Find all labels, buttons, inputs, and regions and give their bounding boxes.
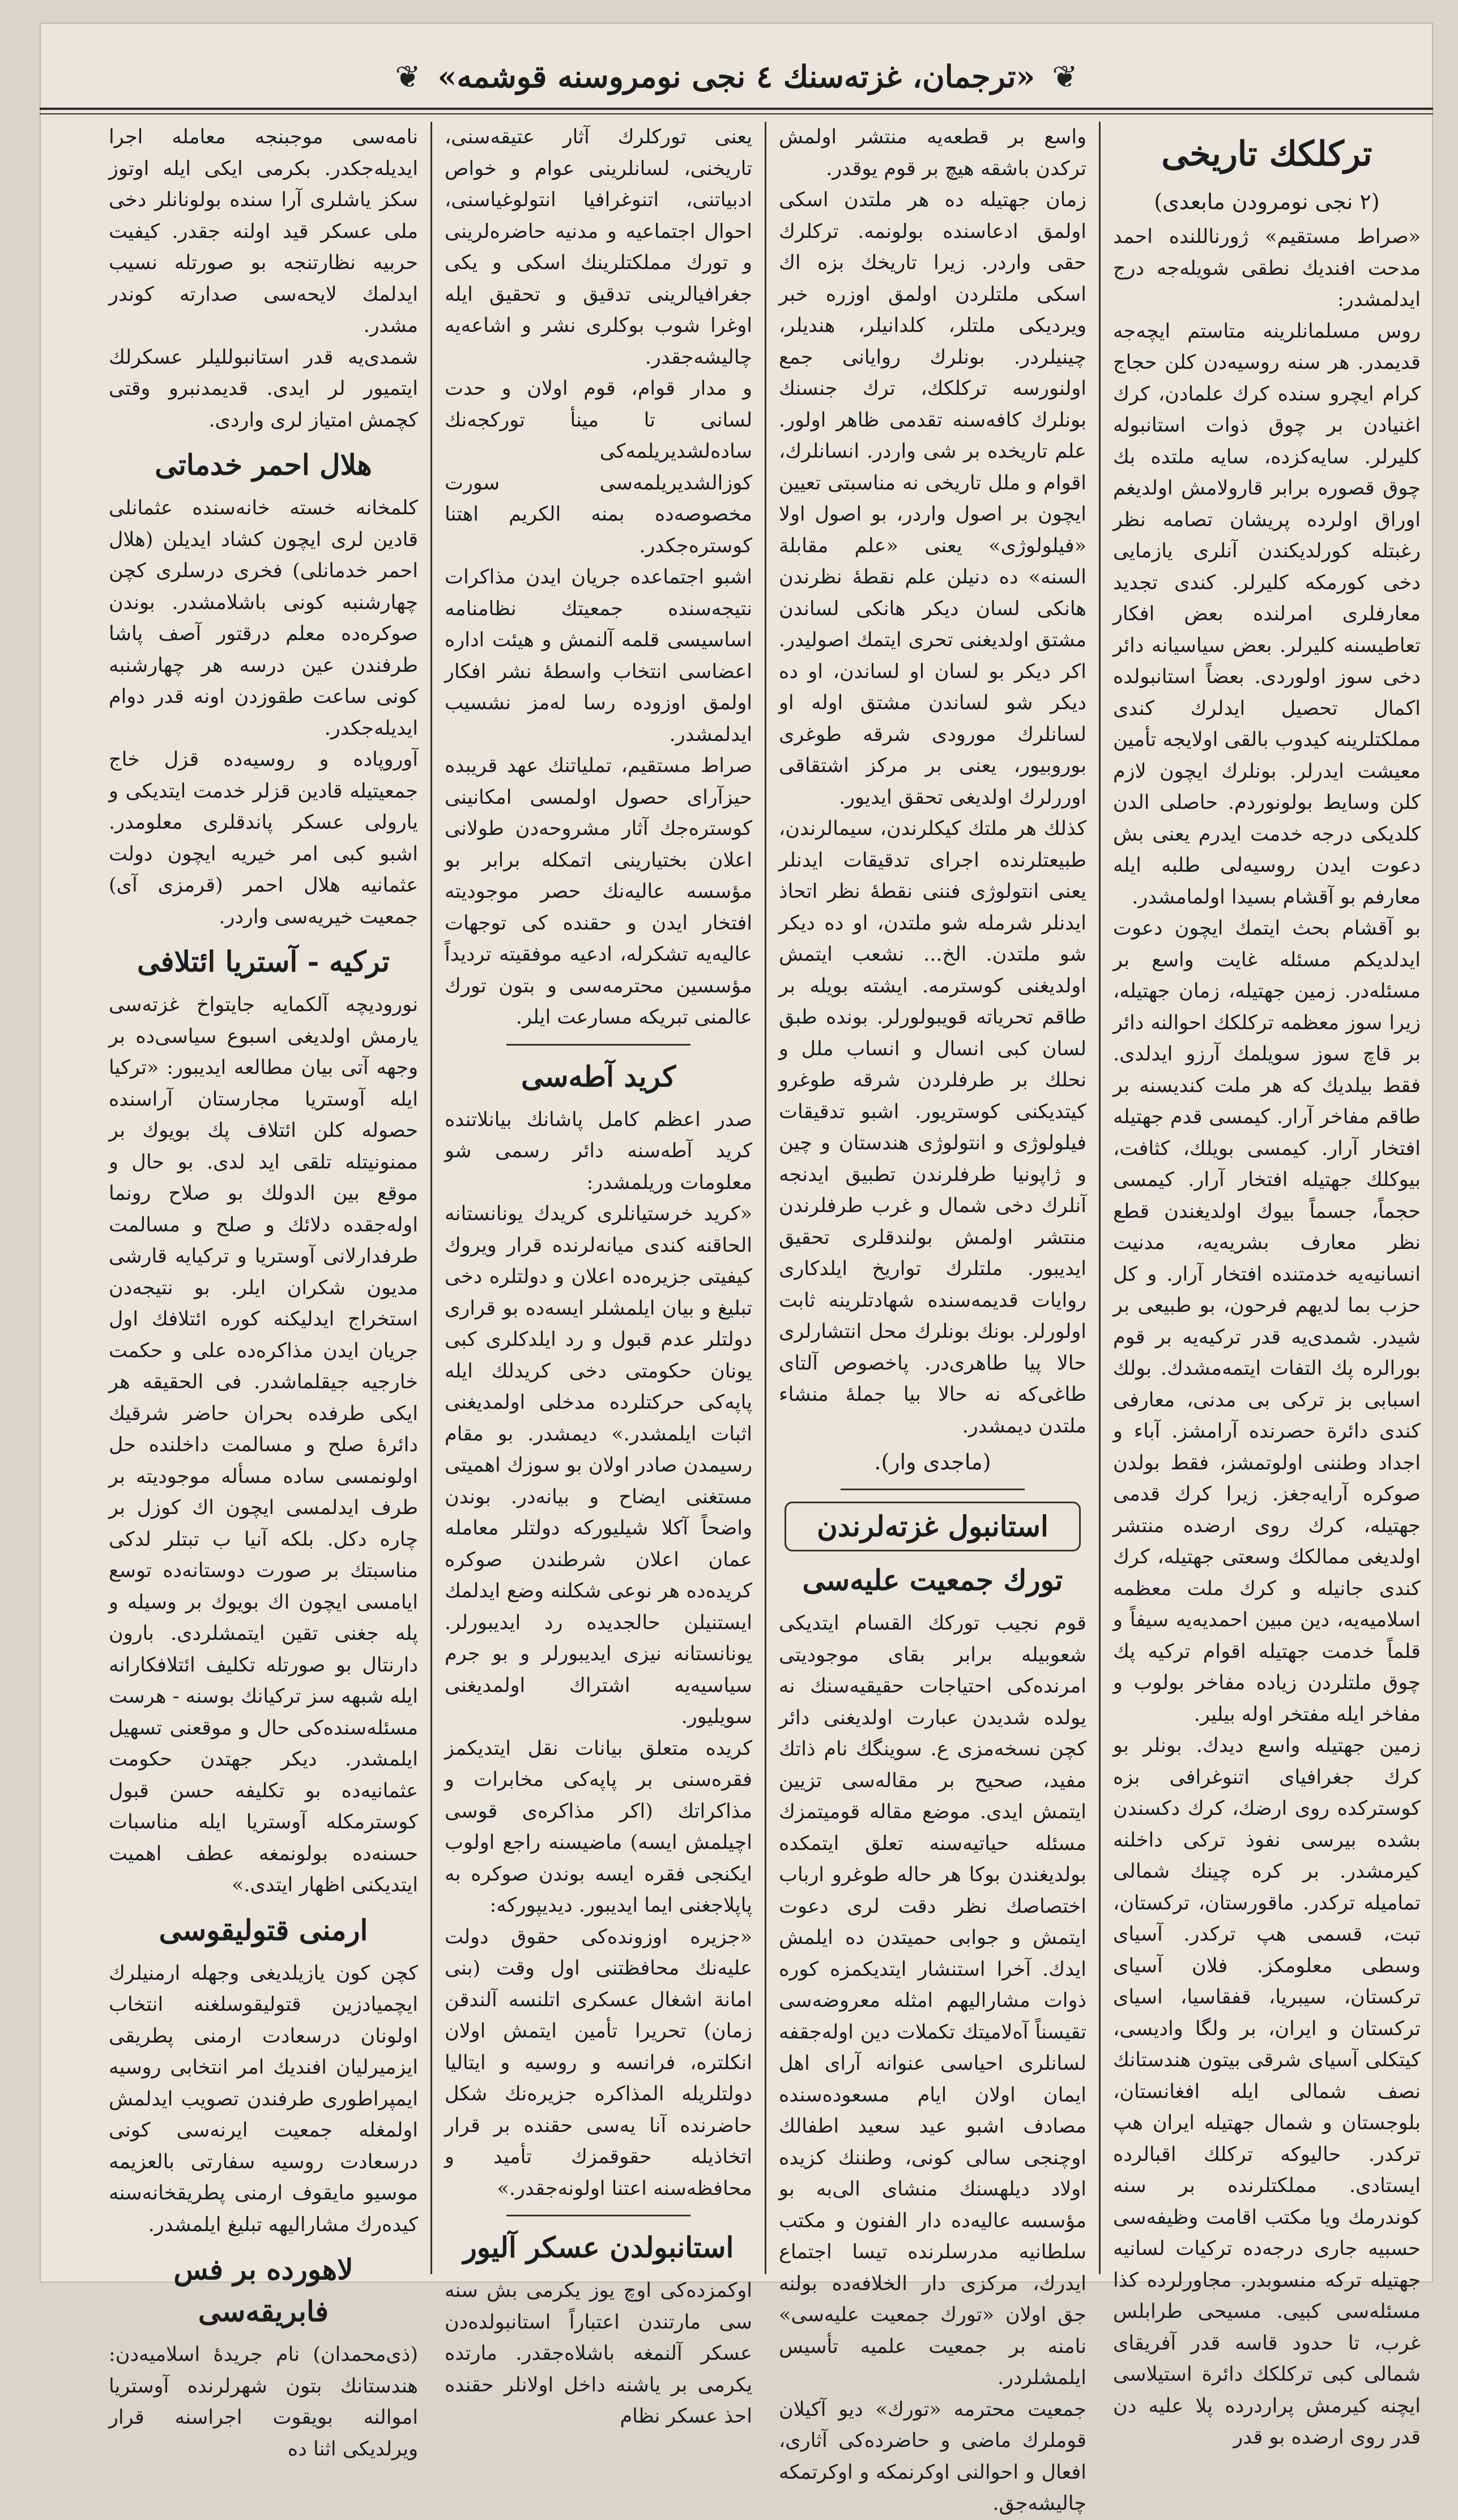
paragraph: «جزيره اوزونده‌كی حقوق دولت عليه‌نك محافظتنی اول وقت (بنی امانة اشغال عسكری اتلنسه آلندقن زمان) تحريرا تأمين ايتمش اولان انكلتره، فرانسه و روسيه و ايتاليا دولتلريله المذاكره جزيره‌نك شكل حاضرنده آنا يه‌سی حقنده بر قرار اتخاذيله حقوقمزك تأميد و محافظه‌سنه اعتنا اولونه‌جقدر.» [445, 1925, 752, 2200]
paragraph: روس مسلمانلرينه متاستم ايچه‌جه قديمدر. هر سنه روسيه‌دن كلن حجاج كرام ايچرو سنده كرك علمادن، كرك اغنيادن بر چوق ذوات استانبوله كليرلر. سايه‌كزده، سايه ملتده بك چوق قصوره برابر قارولامش اولديغم اوراق اولرده پريشان تصامه نظر رغبتله كورلديكندن آنلری يازمايی دخی كورمكه كليرلر. كندی تجديد معارفلری امرلنده بعض افكار تعاطيسنه كليرلر. بعض سياسيانه دائر دخی سوز اولوردی. بعضاً استانبولده اكمال تحصيل ايدلرك كندی مملكتلرينه كيدوب بالقی اولايجه تأمين معيشت ايدرلر. بونلرك ايچون لازم كلن وسايط بولونوردم. حاصلی الدن كلديكی درجه خدمت ايدرم يعنی بش دعوت ايدن روسيه‌لی طلبه ايله معارفم بو آقشام بسيدا اولمامشدر. [1113, 319, 1421, 909]
article-title-crete: كريد آطه‌سی [521, 1059, 676, 1093]
paragraph: كچن كون يازيلديغی وجهله ارمنيلرك ايچميادزين قتوليقوسلغنه انتخاب اولونان درسعادت ارمنی پطريقی ايزميرليان افنديك امر انتخابی روسيه ايمپراطوری طرفندن تصويب ايدلمش اولمغله جمعيت ايرنه‌سی كونی درسعادت روسيه سفارتی بالعزيمه موسيو مايقوف ارمنی پطريقخانه‌سنه كيده‌رك مشاراليهه تبليغ ايلمشدر. [109, 1962, 418, 2236]
paragraph: آوروپاده و روسيه‌ده قزل خاج جمعيتيله قادين قزلر خدمت ايتديكی و يارولی عسكر پاندقلری معلومدر. اشبو كبی امر خيريه ايچون دولت عثمانيه هلال احمر (قرمزی آی) جمعيت خيريه‌سی واردر. [109, 748, 418, 928]
paragraph: كريده متعلق بيانات نقل ايتديكمز فقره‌سنی بر پاپه‌كی مخابرات و مذاكراتك (اكر مذاكره‌ی قوسی اچيلمش ايسه) ماضيسنه راجع اولوب ايكنجی فقره ايسه بوندن صوكره به پاپلاجغنی ايما ايديبور. ديديپوركه: [445, 1737, 752, 1917]
paragraph: كلمخانه خسته خانه‌سنده عثمانلی قادين لری ايچون كشاد ايديلن (هلال احمر خدمانلی) فخری درسلری كچن چهارشنبه كونی باشلامشدر. بوندن صوكره‌ده معلم درقتور آصف پاشا طرفندن عين درسه هر چهارشنبه كونی ساعت طقوزدن اونه قدر دوام ايديله‌جكدر. [109, 497, 418, 740]
ornament-right: ❦ [395, 58, 421, 95]
article-title-armenian-catholicos: ارمنی قتوليقوسی [159, 1913, 368, 1947]
paragraph: نامه‌سی موجبنجه معامله اجرا ايديله‌جكدر. بكرمی ايكی ايله اوتوز سكز ياشلری آرا سنده بولونانلر دخی ملی عسكر قيد اولنه جقدر. كيفيت حربيه نظارتنجه بو صورتله نسيب ايدلمك لايحه‌سی صدارته كوندر مشدر. [109, 126, 418, 337]
ornament-left: ❦ [1052, 58, 1078, 95]
paragraph: نوروديچه آلكمايه جايتواخ غزته‌سی يارمش اولديغی اسبوع سياسی‌ده بر وجهه آتی بيان مطالعه ايديبور: «تركيا ايله آوستريا مجارستان آراسنده حصوله كلن ائتلاف پك بويوك بر ممنونيتله تلقی ايد لدی. بو حال و موقع بين الدولك بو صلاح رونما اوله‌جقده دلائك و صلح و مسالمت طرفدارلانی آوستريا و تركيايه قارشی مديون شكران ايلر. بو نتيجه‌دن استخراج ايدليكنه كوره ائتلافك اول جريان ايدن مذاكره‌ده علی و حكمت خارجيه جيقلماشدر. فی الحقيقه هر ايكی طرفده بحران حاضر شرقيك دائرهٔ صلح و مسالمت داخلنده حل اولونمسی ساده مسأله موجوديته بر طرف ايدلمسی ايچون اك كوزل بر چاره دكل. بلكه آنيا ب تبتلر لدكی مناسبتك بر صورت دوستانه‌ده توسع ايامسی ايچون اك بويوك بر وسيله و پله جغنی تقين ايتمشلردی. بارون دارنتال بو صورتله تكليف ائتلافكارانه ايله شبهه سز تركيانك بوسنه - هرست مسئله‌سنده‌كی حال و موقعنی تسهيل ايلمشدر. ديكر جهتدن حكومت عثمانيه‌ده بو تكليفه حسن قبول كوسترمكله آوستريا ايله مناسبات حسنه‌ده بولونمغه عطف اهميت ايتديكنی اظهار ايتدی.» [109, 993, 418, 1896]
paragraph: صدر اعظم كامل پاشانك بيانلاتنده كريد آطه‌سنه دائر رسمی شو معلومات وريلمشدر: [445, 1108, 752, 1194]
paragraph: واسع بر قطعه‌يه منتشر اولمش تركدن باشقه هيچ بر قوم يوقدر. [779, 126, 1086, 180]
separator [506, 1044, 691, 1046]
column-4 [96, 122, 430, 2461]
separator [506, 2215, 691, 2216]
paragraph: (ذی‌محمدان) نام جريدهٔ اسلاميه‌دن: هندستانك بتون شهرلرنده آوستريا اموالنه بويقوت اجراسنه قرار ويرلديكی اثنا ده [109, 2343, 418, 2461]
paragraph: «صراط مستقيم» ژورناللنده احمد مدحت افنديك نطقی شويله‌جه درج ايدلمشدر: [1113, 225, 1421, 311]
paragraph: بو آقشام بحث ايتمك ايچون دعوت ايدلديكم مسئله غايت واسع بر مسئله‌در. زمين جهتيله، زمان جهتيله، زيرا سوز معظمه تركلكك احوالنه دائر بر قاچ سوز سويلمك آرزو ايدلدی. فقط بيلديك كه هر ملت كنديسنه بر طاقم مفاخر آرار. كيمسی قدم جهتيله افتخار آرار. كيمسی بويلك، كثافت، بيوكلك جهتيله افتخار آرار. كيمسی حجماً، جسماً بيوك اولديغندن قطع نظر معارف بشريه‌يه، مدنيت انسانيه‌يه خدمتنده افتخار آرار. و كل حزب بما لديهم فرحون، بو طبيعی بر شيدر. شمدی‌يه قدر تركيه‌يه بر قوم بورالره پك التفات ايتمه‌مشدك. بولك اسبابی بز تركی بی مدنی، معارفی كندی دائرة حصرنده آرامشز. آباء و اجداد وطننی اولوتمشز، فقط بولدن صوكره آرايه‌جغز. زيرا كرك قدمی جهتيله، كرك روی ارضده منتشر اولديغی ممالكك وسعتی جهتيله، كرك كندی جانيله و كرك ملت معظمه اسلاميه‌يه، دين مبين احمديه‌يه سيفاً و قلماً خدمت جهتيله اقوام تركيه پك چوق ملتلردن زياده مفاخر بولوب و مفاخر ايله مفتخر اوله بيلير. [1113, 917, 1421, 1726]
article-subtitle: (٢ نجی نومرودن مابعدی) [1154, 189, 1380, 214]
paragraph: كذلك هر ملتك كيكلرندن، سيمالرندن، طبيعتلرنده اجرای تدقيقات ايدنلر يعنی انتولوژی فننی نقطهٔ نظر اتحاذ ايدنلر شرمله شو ملتدن، او ده ديكر شو ملتدن. الخ... نشعب ايتمش اولديغنی كوسترمه. ايشته بويله بر طاقم تحرياته قويبولورلر. بونده طبق لسان كبی انسال و انساب ملل و نحلك بر طرفلردن شرقه طوغرو كيتديكنی كوستريور. اشبو تدقيقات فيلولوژی و انتولوژی هندستان و چين و ژاپونيا طرفلرندن تطبيق ايدنجه آنلرك دخی شمال و غرب طرفلرندن منتشر اولمش بولندقلری تحقيق ايديبور. ملتلرك تواريخ ايلدكاری روايات قديمه‌سنده شهادتلرينه ثابت اولورلر. بونك بونلرك محل انتشارلری حالا پيا طاهری‌در. پاخصوص آلتای طاغی‌كه نه حالا بيا جملهٔ منشاء ملتدن ديمشدر. [779, 817, 1086, 1438]
newspaper-page [40, 23, 1433, 2515]
paragraph: صراط مستقيم، تملياتنك عهد قريبده حيزآرای حصول اولمسی امكانينی كوستره‌جك آثار مشروحه‌دن طولانی اعلان بختيارينی اتمكله برابر بو مؤسسه عاليه‌نك حصر موجوديته افتخار ايدن و حقنده كی توجهات عاليه‌يه تشكرله، ادعيه موفقيته ترديداً مؤسسين محترمه‌سی و بتون تورك عالمنی تبريكه مسارعت ايلر. [445, 754, 752, 1029]
paragraph: زمين جهتيله واسع ديدك. بونلر بو كرك جغرافيای اتنوغرافی بزه كوستركده روی ارضك، كرك دكسندن بشده بيرسی نفوذ تركی داخلنه كيرمشدر. بر كره چينك شمالی تماميله تركدر. ماقورستان، تركستان، تبت، قسمی هپ تركدر. آسيای وسطی معلومكز. فلان آسيای تركستان، سيبريا، قفقاسيا، اسيای تركستان و ايران، بر ولگا واديسی، كيتكلی آسيای شرقی بيتون هندستانك نصف شمالی ايله افغانستان، بلوجستان و شمال جهتيله ايران هپ تركدر. حاليوكه تركلك اقبالرده ايستادی. مملكتلرنده بر سنه كوندرمك ويا مكتب اقامت وظيفه‌سی حسبيه جاری درجه‌ده تركيات لسانيه جهتيله تركه منسوبدر. مجاورلرده كذا مسئله‌سی كبيی. مسيحی طرابلس غرب، تا حدود قاسه قدر آفريقای شمالی كبی تركلكك دائرة استيلاسی ايچنه كيرمش پراردرده پلا عليه دن قدر روی ارضده بو قدر [1113, 1734, 1421, 2449]
article-title-turkishness-history: تركلكك تاريخی [1161, 134, 1372, 174]
article-title-turkey-austria-alliance: تركيه - آستريا ائتلافی [137, 945, 390, 978]
columns [40, 122, 1433, 2515]
paragraph: «كريد خرستيانلری كريدك يونانستانه الحاقنه كندی ميانه‌لرنده قرار ويروك كيفيتی جزيره‌ده اعلان و دولتلره دخی تبليغ و بيان ايلمشلر ايسه‌ده بو قراری دولتلر عدم قبول و رد ايلدكلری كبی يونان حكومتی دخی كريدلك ايله پاپه‌كی حركتلرده مدخلی اولمديغنی اثبات ايلمشدر.» ديمشدر. بو مقام رسيمدن صادر اولان بو سوزك اهميتی مستغنی ايضاح و بيانه‌در. بوندن واضحاً آكلا شيليوركه دولتلر معامله عمان اعلان شرطندن صوكره كريده‌ده هر نوعی شكلنه وضع ايدلمك ايستنيلن حالجديده رد ايديبورلر. يونانستانه نيزی ايديبورلر و بو جرم سياسيه‌يه اشتراك اولمديغنی سويليور. [445, 1203, 752, 1728]
masthead-title: «ترجمان، غزته‌سنك ٤ نجی نومروسنه قوشمه» [437, 58, 1035, 95]
separator [841, 1489, 1025, 1490]
paragraph: قوم نجيب توركك القسام ايتديكی شعوبيله برابر بقای موجوديتی امرنده‌كی احتياجات حقيقيه‌سنك نه يولده شديدن عبارت اولديغنی دائر كچن نسخه‌مزی ع. سوينگك نام ذاتك مفيد، صحيح بر مقاله‌سی تزيين ايتمش ايدی. موضع مقاله قوميتمزك مسئله حياتيه‌سنه تعلق ايتمكده بولديغندن بوكا هر حاله طوغرو ارباب اختصاصك نظر دقت لری دعوت ايتمش و جوابی حميتدن ده ايلمش ايدك. آخرا استنشار ايتديكمزه كوره ذوات مشاراليهم امثله معروضه‌سی تقيسناً آه‌لاميتك تكملات دين اوله‌جقفه لسانلری احياسی عنوانه آرای اهل ايمان اولان ايام مسعوده‌سنده مصادف اشبو عيد سعيد اطفالك اوچنجی سالی كونی، وطننك كزيده اولاد ديلهسنك منشای الی‌به بو مؤسسه عاليه‌ده دار الفنون و مكتب سلطانيه مدرسلرنده تيسا اجتماع ايدرك، مركزی دار الخلافه‌ده بولنه جق اولان «تورك جمعيت عليه‌سی» نامنه بر جمعيت علميه تأسيس ايلمشلردر. [779, 1612, 1086, 2389]
paragraph: اشبو اجتماعده جريان ايدن مذاكرات نتيجه‌سنده جمعيتك نظامنامه اساسيسی قلمه آلنمش و هيئت اداره اعضاسی انتخاب واسطهٔ نشر افكار اولمق اوزوده رسا لەمز نشسيب ايدلمشدر. [445, 566, 752, 746]
column-3 [430, 122, 765, 2428]
paragraph: شمدی‌يه قدر استانبولليلر عسكرلك ايتميور لر ايدی. قديمدنبرو وقتی كچمش امتياز لری واردی. [109, 346, 418, 432]
paragraph: زمان جهتيله ده هر ملتدن اسكی اولمق ادعاسنده بولونمه. تركلرك حقی واردر. زيرا تاريخك بزه اك اسكی ملتلردن اولمق اوزره خبر ويرديكی ملتلر، كلدانيلر، هنديلر، چينيلردر. بونلرك روايانی جمع اولنورسه تركلكك، ترك جنسنك بونلرك كافه‌سنه تقدمی ظاهر اولور. علم تاريخده بر شی واردر. انسانلرك، اقوام و ملل تاريخی نه مناسبتی تعيين ايچون بر اصول واردر، بو اصول اولا «فيلولوژی» يعنی «علم مقابلة السنه» ده دنيلن علم نقطهٔ نظرندن هانكی لسان ديكر هانكی لساندن مشتق اولديغنی تحری ايتمك اصوليدر. اكر ديكر بو لسان او لساندن، او ده ديكر شو لساندن مشتق اوله او لسانلرك مورودی شرقه طوغری بوروبيور، يعنی بر مركز اشتقاقی اوررلرك اولديغی تحقق ايديور. [779, 189, 1086, 809]
article-title-red-crescent: هلال احمر خدماتی [155, 448, 372, 481]
section-heading-istanbul-papers: استانبول غزته‌لرندن [785, 1502, 1081, 1551]
paragraph: اوكمزده‌كی اوچ يوز يكرمی بش سنه سی مارتندن اعتباراً استانبولده‌دن عسكر آلنمغه باشلاه‌جقدر. مارتده يكرمی بر ياشنه داخل اولانلر حقنده احذ عسكر نظام [445, 2279, 752, 2428]
article-title-istanbul-conscription: استانبولدن عسكر آليور [463, 2231, 734, 2264]
article-title-lahore-fez-factory: لاهورده بر فس فابريقه‌سی [173, 2253, 353, 2328]
paragraph: جمعيت محترمه «تورك» ديو آكيلان قوملرك ماضی و حاضرده‌كی آثاری، افعال و احوالنی اوكرنمكه و اوكرتمكه چاليشه‌جق. [779, 2398, 1086, 2515]
masthead-rule [40, 113, 1433, 114]
paragraph: و مدار قوام، قوم اولان و حدت لسانی تا مينأ توركجه‌نك ساده‌لشديريلمه‌كی كوزالشديريلمه‌سی سورت مخصوصه‌ده بمنه الكريم اهتنا كوستره‌جكدر. [445, 377, 752, 557]
column-2 [765, 122, 1099, 2515]
column-1 [1099, 122, 1433, 2449]
article-title-turkish-society: تورك جمعيت عليه‌سی [802, 1563, 1063, 1597]
paragraph: يعنی توركلرك آثار عتيقه‌سنی، تاريخنی، لسانلرينی عوام و خواص ادبياتنی، اتنوغرافيا انتولوغياسنی، احوال اجتماعيه و مدنيه حاضره‌لرينی و تورك مملكتلرينك اسكی و يكی جغرافيالرينی تدقيق و تحقيق ايله اوغرا شوب بوكلری نشر و اشاعه‌يه چاليشه‌جقدر. [445, 126, 752, 369]
signature: (ماجدی وار). [874, 1449, 991, 1474]
masthead [40, 45, 1433, 110]
